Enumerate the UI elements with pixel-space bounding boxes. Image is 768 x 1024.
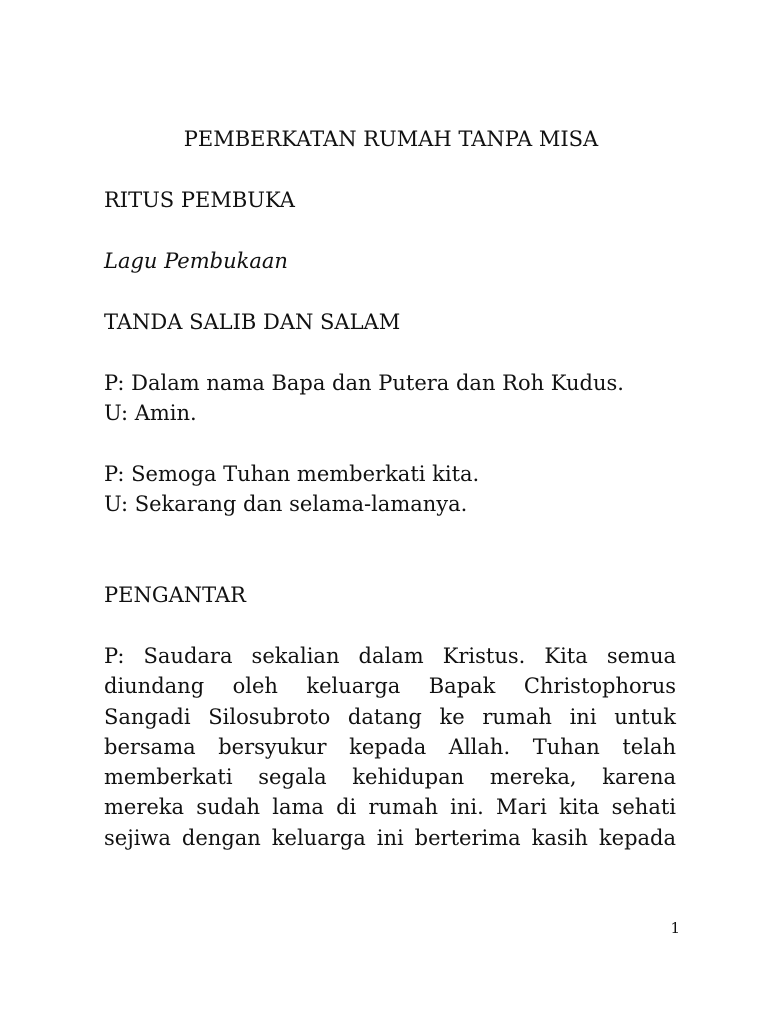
page-number: 1 [670, 919, 680, 937]
paragraph-line: sejiwa dengan keluarga ini berterima kasih kepada [104, 825, 676, 850]
paragraph-line: Sangadi Silosubroto datang ke rumah ini untuk [104, 704, 676, 729]
paragraph-line: bersama bersyukur kepada Allah. Tuhan telah [104, 734, 676, 759]
paragraph-line: memberkati segala kehidupan mereka, karena [104, 765, 676, 790]
document-title: PEMBERKATAN RUMAH TANPA MISA [183, 127, 599, 151]
section-heading-introduction: PENGANTAR [104, 583, 246, 607]
dialogue-line: P: Dalam nama Bapa dan Putera dan Roh Kudus. [104, 371, 624, 395]
paragraph-line: diundang oleh keluarga Bapak Christophorus [104, 674, 676, 699]
opening-song-label: Lagu Pembukaan [104, 249, 288, 273]
paragraph-line: mereka sudah lama di rumah ini. Mari kita sehati [104, 795, 676, 820]
section-heading-sign-of-cross: TANDA SALIB DAN SALAM [104, 310, 401, 334]
introduction-paragraph [104, 641, 676, 853]
paragraph-line: P: Saudara sekalian dalam Kristus. Kita semua [104, 644, 676, 668]
dialogue-line: U: Amin. [104, 401, 197, 425]
section-heading-opening-rites: RITUS PEMBUKA [104, 188, 295, 212]
dialogue-line: U: Sekarang dan selama-lamanya. [104, 492, 468, 516]
dialogue-line: P: Semoga Tuhan memberkati kita. [104, 462, 480, 486]
